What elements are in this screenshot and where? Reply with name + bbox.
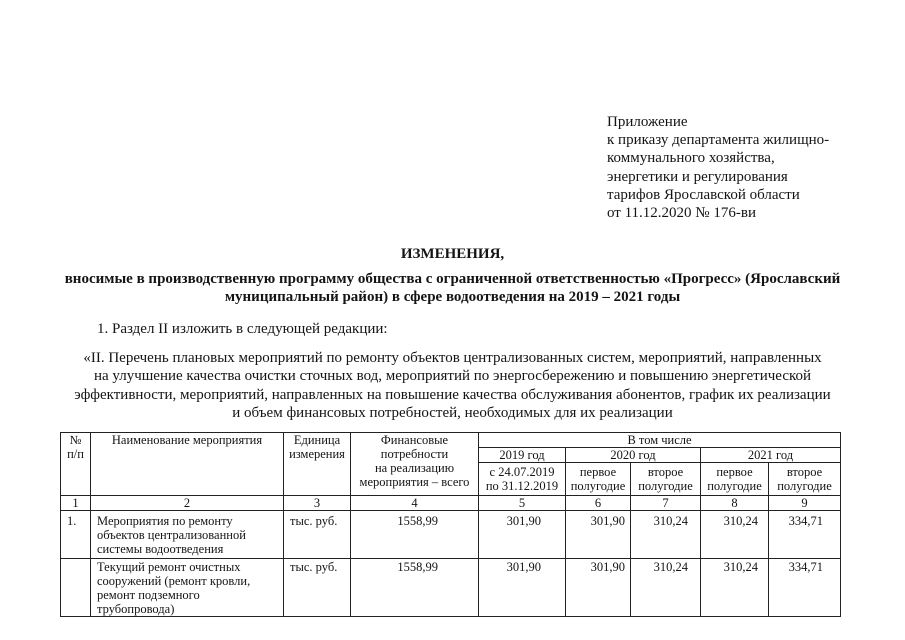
amount-2021-first-half: 310,24	[701, 511, 769, 559]
header-unit-line: измерения	[289, 447, 345, 461]
measure-name	[91, 559, 284, 617]
measure-name-line: ремонт подземного	[97, 588, 200, 602]
column-number: 9	[769, 496, 841, 511]
measure-name-line: трубопровода)	[97, 602, 175, 616]
measure-name-line: системы водоотведения	[97, 542, 224, 556]
amount-2020-second-half: 310,24	[631, 511, 701, 559]
column-number: 2	[91, 496, 284, 511]
document-subtitle	[0, 270, 905, 306]
total-amount: 1558,99	[351, 511, 479, 559]
header-unit-line: Единица	[293, 433, 341, 447]
header-unit	[284, 433, 351, 496]
period-line: полугодие	[570, 479, 626, 493]
header-period-2021-first-half	[701, 463, 769, 496]
appendix-line: тарифов Ярославской области	[607, 186, 800, 203]
subtitle-line: вносимые в производственную программу общества с ограниченной ответственностью «Прогресс» (Ярославский	[64, 271, 841, 287]
header-financial-line: на реализацию	[374, 461, 455, 475]
measure-name-line: Текущий ремонт очистных	[97, 560, 241, 574]
header-number-line: №	[69, 433, 82, 447]
column-number-row	[61, 496, 841, 511]
amount-2020-first-half: 301,90	[566, 559, 631, 617]
section-heading	[0, 349, 905, 423]
instruction-text: 1. Раздел II изложить в следующей редакции:	[97, 321, 388, 337]
period-line: полугодие	[777, 479, 832, 493]
period-line: первое	[579, 465, 617, 479]
header-number	[61, 433, 91, 496]
appendix-line: энергетики и регулирования	[607, 168, 788, 185]
unit: тыс. руб.	[284, 559, 351, 617]
appendix-note	[607, 113, 829, 222]
appendix-line: Приложение	[607, 114, 688, 130]
subtitle-line: муниципальный район) в сфере водоотведения на 2019 – 2021 годы	[224, 289, 681, 305]
total-amount: 1558,99	[351, 559, 479, 617]
header-row	[61, 433, 841, 448]
header-including: В том числе	[479, 433, 841, 448]
period-line: полугодие	[707, 479, 762, 493]
measure-name-line: Мероприятия по ремонту	[97, 514, 233, 528]
period-line: второе	[647, 465, 684, 479]
header-year-2019: 2019 год	[479, 448, 566, 463]
column-number: 7	[631, 496, 701, 511]
header-year-2020: 2020 год	[566, 448, 701, 463]
header-financial-line: потребности	[380, 447, 449, 461]
measure-name-line: объектов централизованной	[97, 528, 246, 542]
header-financial-line: Финансовые	[380, 433, 449, 447]
period-line: с 24.07.2019	[489, 465, 555, 479]
table-row	[61, 511, 841, 559]
amount-2020-first-half: 301,90	[566, 511, 631, 559]
measure-name-line: сооружений (ремонт кровли,	[97, 574, 251, 588]
column-number: 3	[284, 496, 351, 511]
column-number: 5	[479, 496, 566, 511]
section-heading-line: и объем финансовых потребностей, необходимых для их реализации	[232, 405, 673, 422]
amount-2021-first-half: 310,24	[701, 559, 769, 617]
measures-table	[60, 432, 841, 617]
header-period-2020-first-half	[566, 463, 631, 496]
column-number: 6	[566, 496, 631, 511]
header-financial-line: мероприятия – всего	[359, 475, 470, 489]
section-heading-line: эффективности, мероприятий, направленных на повышение качества обслуживания абонентов, график их реализации	[74, 386, 831, 403]
appendix-line: коммунального хозяйства,	[607, 150, 775, 167]
header-financial-needs	[351, 433, 479, 496]
header-measure-name-text: Наименование мероприятия	[111, 433, 263, 447]
appendix-line: к приказу департамента жилищно-	[607, 132, 830, 149]
section-heading-line: на улучшение качества очистки сточных вод, мероприятий по энергосбережению и повышению энергетической	[93, 368, 812, 385]
unit: тыс. руб.	[284, 511, 351, 559]
row-number	[61, 559, 91, 617]
header-number-line: п/п	[67, 447, 84, 461]
document-heading: ИЗМЕНЕНИЯ,	[400, 246, 505, 262]
table-row	[61, 559, 841, 617]
amount-2019: 301,90	[479, 559, 566, 617]
header-period-2019	[479, 463, 566, 496]
amount-2021-second-half: 334,71	[769, 511, 841, 559]
appendix-line: от 11.12.2020 № 176-ви	[607, 205, 756, 222]
period-line: по 31.12.2019	[485, 479, 559, 493]
header-measure-name	[91, 433, 284, 496]
period-line: первое	[716, 465, 753, 479]
measure-name	[91, 511, 284, 559]
header-period-2020-second-half	[631, 463, 701, 496]
column-number: 4	[351, 496, 479, 511]
amount-2019: 301,90	[479, 511, 566, 559]
amount-2020-second-half: 310,24	[631, 559, 701, 617]
period-line: второе	[786, 465, 823, 479]
section-heading-line: «II. Перечень плановых мероприятий по ремонту объектов централизованных систем, мероприятий, направленных	[83, 350, 822, 366]
header-year-2021: 2021 год	[701, 448, 841, 463]
header-period-2021-second-half	[769, 463, 841, 496]
amount-2021-second-half: 334,71	[769, 559, 841, 617]
row-number: 1.	[61, 511, 91, 559]
column-number: 8	[701, 496, 769, 511]
column-number: 1	[61, 496, 91, 511]
period-line: полугодие	[638, 479, 693, 493]
